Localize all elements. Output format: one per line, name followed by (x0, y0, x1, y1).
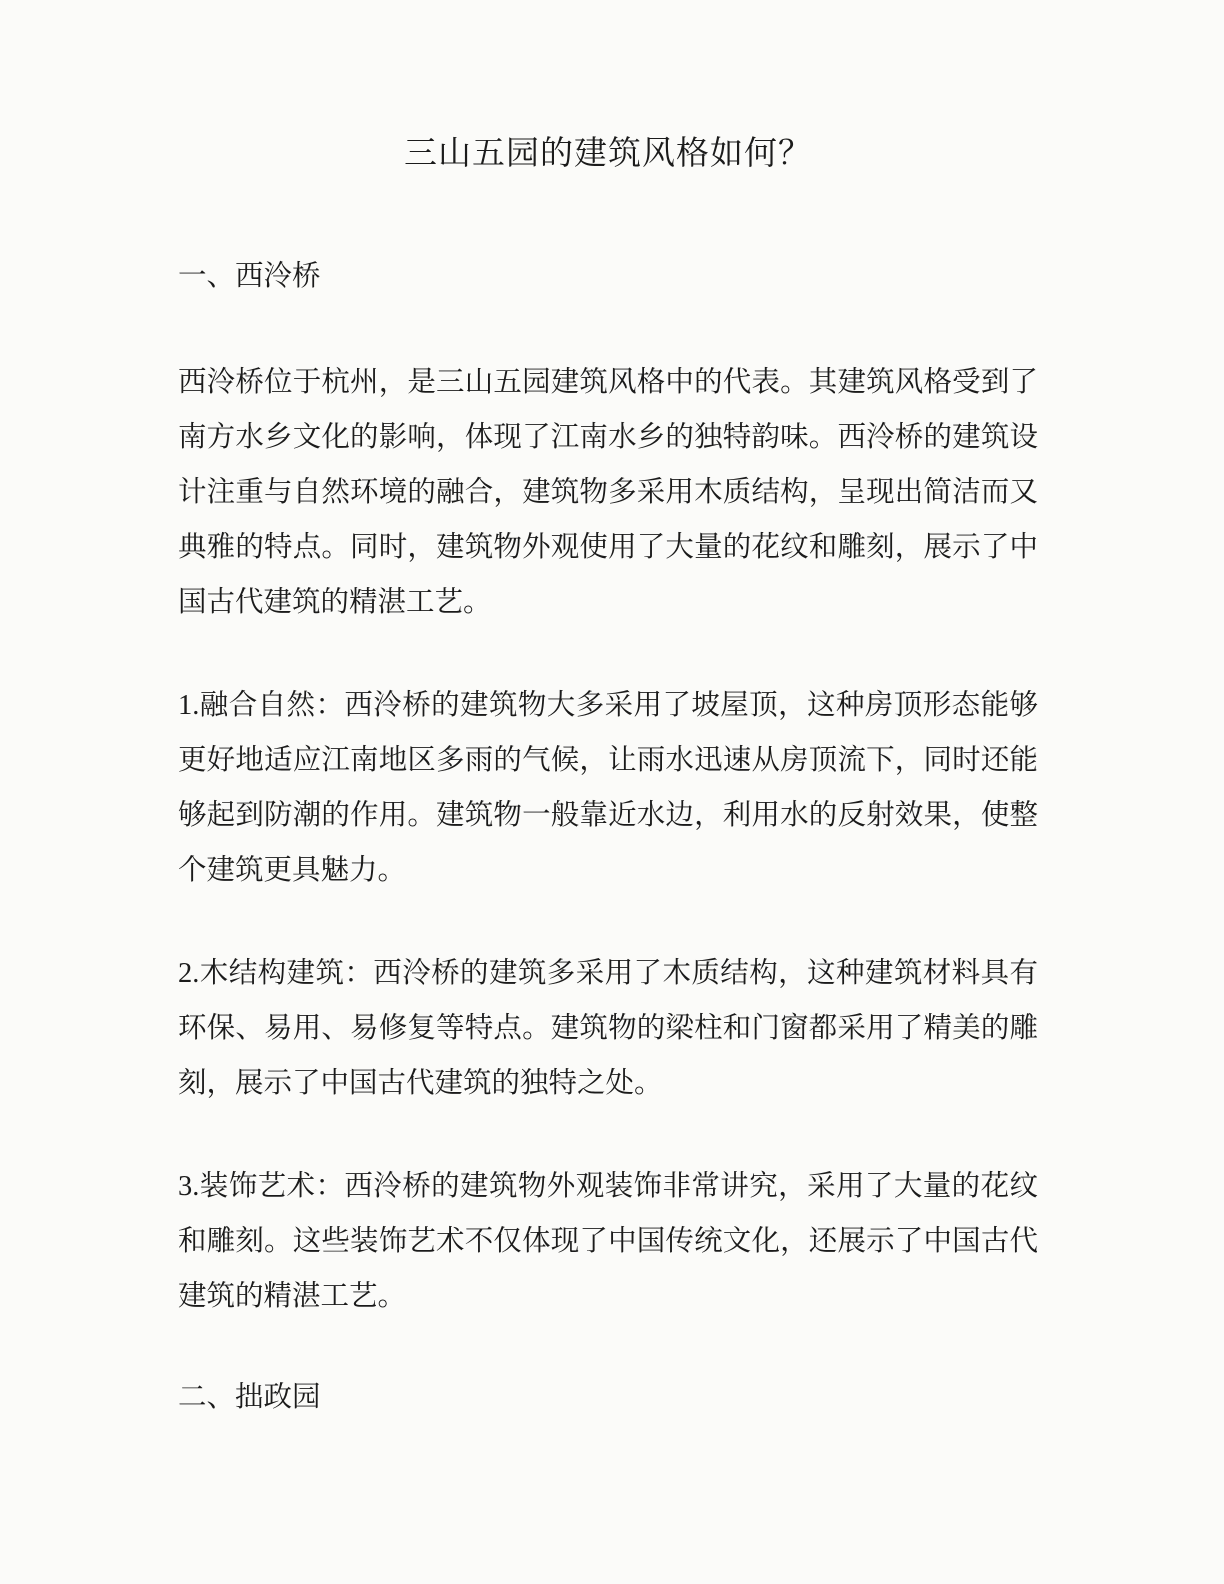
paragraph-point-3-decoration: 3.装饰艺术：西泠桥的建筑物外观装饰非常讲究，采用了大量的花纹和雕刻。这些装饰艺术不仅体现了中国传统文化，还展示了中国古代建筑的精湛工艺。 (178, 1171, 1038, 1312)
section-heading-xiling-bridge: 一、西泠桥 (178, 261, 321, 292)
paragraph-point-1-nature: 1.融合自然：西泠桥的建筑物大多采用了坡屋顶，这种房顶形态能够更好地适应江南地区多雨的气候，让雨水迅速从房顶流下，同时还能够起到防潮的作用。建筑物一般靠近水边，利用水的反射效果，使整个建筑更具魅力。 (178, 690, 1038, 886)
section-heading-zhuozheng-garden: 二、拙政园 (178, 1382, 321, 1413)
document-title: 三山五园的建筑风格如何？ (404, 136, 812, 172)
paragraph-intro: 西泠桥位于杭州，是三山五园建筑风格中的代表。其建筑风格受到了南方水乡文化的影响，体现了江南水乡的独特韵味。西泠桥的建筑设计注重与自然环境的融合，建筑物多采用木质结构，呈现出简洁而又典雅的特点。同时，建筑物外观使用了大量的花纹和雕刻，展示了中国古代建筑的精湛工艺。 (178, 367, 1038, 618)
paragraph-point-2-wood-structure: 2.木结构建筑：西泠桥的建筑多采用了木质结构，这种建筑材料具有环保、易用、易修复等特点。建筑物的梁柱和门窗都采用了精美的雕刻，展示了中国古代建筑的独特之处。 (178, 958, 1038, 1099)
